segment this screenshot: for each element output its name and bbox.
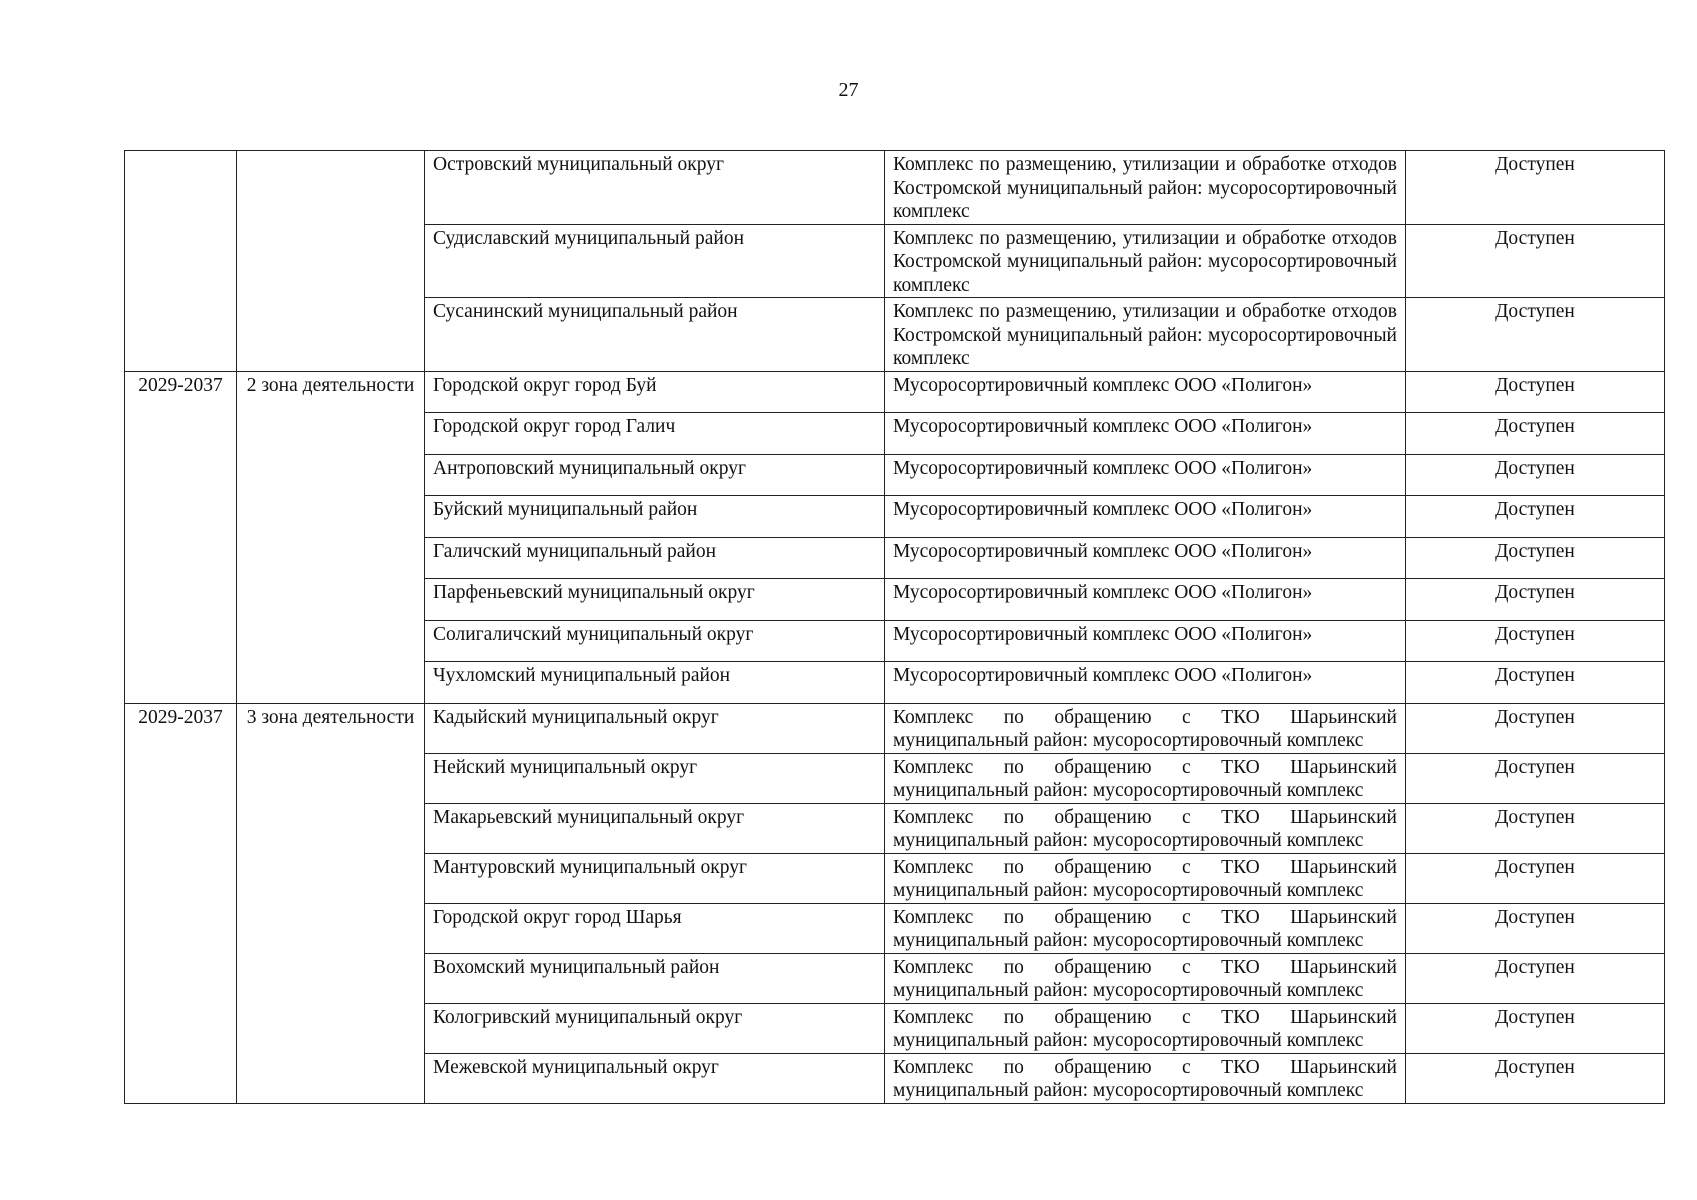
municipality-cell: Галичский муниципальный район bbox=[425, 537, 885, 579]
facility-cell: Комплекс по размещению, утилизации и обработке отходов Костромской муниципальный район: мусоросортировочный комплекс bbox=[885, 224, 1406, 298]
municipality-cell: Макарьевский муниципальный округ bbox=[425, 803, 885, 853]
facility-cell: Комплекс по обращению с ТКО Шарьинский муниципальный район: мусоросортировочный комплекс bbox=[885, 1053, 1406, 1103]
facility-cell: Мусоросортировичный комплекс ООО «Полигон» bbox=[885, 454, 1406, 496]
zone-cell bbox=[237, 151, 425, 372]
waste-facility-table bbox=[124, 150, 1665, 1104]
period-cell: 2029-2037 bbox=[125, 703, 237, 1103]
zone-cell: 3 зона деятельности bbox=[237, 703, 425, 1103]
period-cell: 2029-2037 bbox=[125, 371, 237, 703]
facility-cell: Комплекс по размещению, утилизации и обработке отходов Костромской муниципальный район: мусоросортировочный комплекс bbox=[885, 151, 1406, 225]
status-cell: Доступен bbox=[1406, 703, 1665, 753]
municipality-cell: Вохомский муниципальный район bbox=[425, 953, 885, 1003]
facility-cell: Комплекс по обращению с ТКО Шарьинский муниципальный район: мусоросортировочный комплекс bbox=[885, 953, 1406, 1003]
facility-cell: Мусоросортировичный комплекс ООО «Полигон» bbox=[885, 620, 1406, 662]
period-cell bbox=[125, 151, 237, 372]
status-cell: Доступен bbox=[1406, 753, 1665, 803]
facility-cell: Комплекс по обращению с ТКО Шарьинский муниципальный район: мусоросортировочный комплекс bbox=[885, 753, 1406, 803]
municipality-cell: Городской округ город Буй bbox=[425, 371, 885, 413]
status-cell: Доступен bbox=[1406, 224, 1665, 298]
status-cell: Доступен bbox=[1406, 662, 1665, 704]
status-cell: Доступен bbox=[1406, 903, 1665, 953]
table-row bbox=[125, 703, 1665, 753]
municipality-cell: Чухломский муниципальный район bbox=[425, 662, 885, 704]
status-cell: Доступен bbox=[1406, 953, 1665, 1003]
status-cell: Доступен bbox=[1406, 579, 1665, 621]
facility-cell: Мусоросортировичный комплекс ООО «Полигон» bbox=[885, 537, 1406, 579]
municipality-cell: Островский муниципальный округ bbox=[425, 151, 885, 225]
municipality-cell: Кадыйский муниципальный округ bbox=[425, 703, 885, 753]
municipality-cell: Кологривский муниципальный округ bbox=[425, 1003, 885, 1053]
status-cell: Доступен bbox=[1406, 413, 1665, 455]
status-cell: Доступен bbox=[1406, 454, 1665, 496]
table-row bbox=[125, 371, 1665, 413]
facility-cell: Комплекс по обращению с ТКО Шарьинский муниципальный район: мусоросортировочный комплекс bbox=[885, 803, 1406, 853]
municipality-cell: Парфеньевский муниципальный округ bbox=[425, 579, 885, 621]
table-body bbox=[125, 151, 1665, 1104]
status-cell: Доступен bbox=[1406, 298, 1665, 372]
status-cell: Доступен bbox=[1406, 853, 1665, 903]
municipality-cell: Солигаличский муниципальный округ bbox=[425, 620, 885, 662]
facility-cell: Мусоросортировичный комплекс ООО «Полигон» bbox=[885, 413, 1406, 455]
status-cell: Доступен bbox=[1406, 1053, 1665, 1103]
municipality-cell: Судиславский муниципальный район bbox=[425, 224, 885, 298]
facility-cell: Комплекс по обращению с ТКО Шарьинский муниципальный район: мусоросортировочный комплекс bbox=[885, 703, 1406, 753]
status-cell: Доступен bbox=[1406, 151, 1665, 225]
page-number: 27 bbox=[838, 79, 859, 101]
status-cell: Доступен bbox=[1406, 803, 1665, 853]
facility-cell: Мусоросортировичный комплекс ООО «Полигон» bbox=[885, 662, 1406, 704]
status-cell: Доступен bbox=[1406, 371, 1665, 413]
municipality-cell: Буйский муниципальный район bbox=[425, 496, 885, 538]
municipality-cell: Мантуровский муниципальный округ bbox=[425, 853, 885, 903]
table-row bbox=[125, 151, 1665, 225]
facility-cell: Мусоросортировичный комплекс ООО «Полигон» bbox=[885, 371, 1406, 413]
status-cell: Доступен bbox=[1406, 496, 1665, 538]
facility-cell: Комплекс по размещению, утилизации и обработке отходов Костромской муниципальный район: мусоросортировочный комплекс bbox=[885, 298, 1406, 372]
facility-cell: Комплекс по обращению с ТКО Шарьинский муниципальный район: мусоросортировочный комплекс bbox=[885, 853, 1406, 903]
status-cell: Доступен bbox=[1406, 1003, 1665, 1053]
municipality-cell: Городской округ город Шарья bbox=[425, 903, 885, 953]
facility-cell: Комплекс по обращению с ТКО Шарьинский муниципальный район: мусоросортировочный комплекс bbox=[885, 903, 1406, 953]
status-cell: Доступен bbox=[1406, 620, 1665, 662]
zone-cell: 2 зона деятельности bbox=[237, 371, 425, 703]
municipality-cell: Сусанинский муниципальный район bbox=[425, 298, 885, 372]
municipality-cell: Городской округ город Галич bbox=[425, 413, 885, 455]
facility-cell: Комплекс по обращению с ТКО Шарьинский муниципальный район: мусоросортировочный комплекс bbox=[885, 1003, 1406, 1053]
municipality-cell: Межевской муниципальный округ bbox=[425, 1053, 885, 1103]
facility-cell: Мусоросортировичный комплекс ООО «Полигон» bbox=[885, 579, 1406, 621]
municipality-cell: Нейский муниципальный округ bbox=[425, 753, 885, 803]
facility-cell: Мусоросортировичный комплекс ООО «Полигон» bbox=[885, 496, 1406, 538]
municipality-cell: Антроповский муниципальный округ bbox=[425, 454, 885, 496]
status-cell: Доступен bbox=[1406, 537, 1665, 579]
